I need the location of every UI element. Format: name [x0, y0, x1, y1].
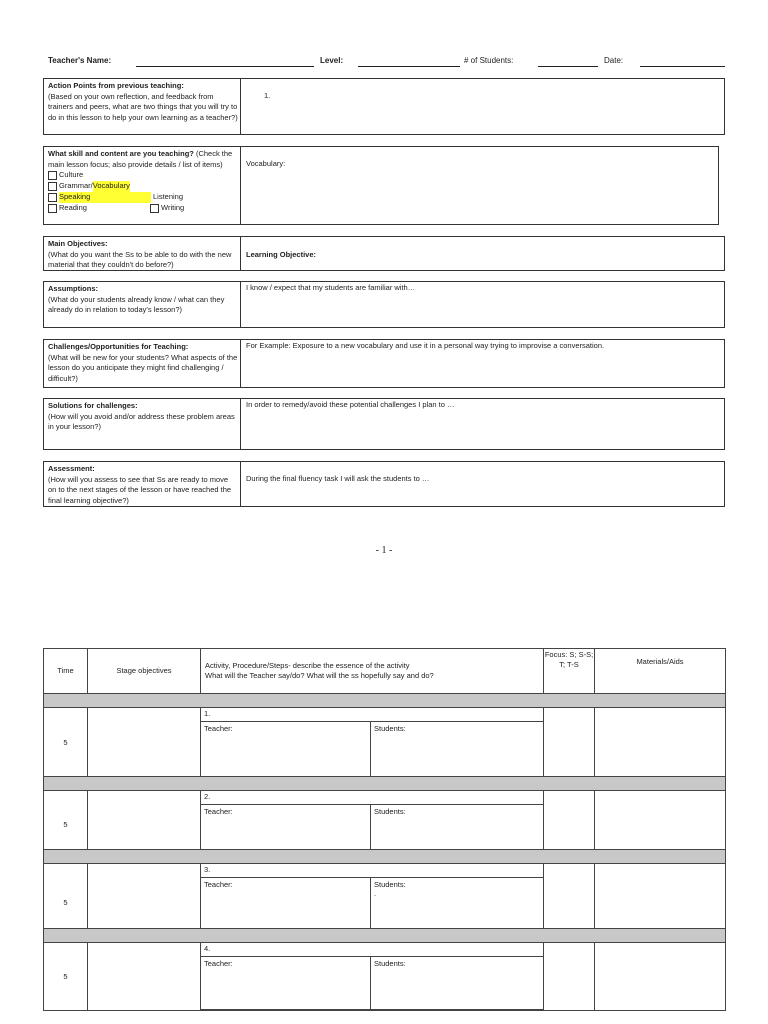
culture-checkbox[interactable] — [48, 171, 57, 180]
stage-separator — [44, 850, 726, 864]
action-points-prompt: (Based on your own reflection, and feedback from trainers and peers, what are two things that you will try to do in this lesson to help your own learning as a teacher?) — [48, 91, 238, 122]
teacher-name-label: Teacher's Name: — [48, 56, 112, 65]
assumptions-answer[interactable]: I know / expect that my students are familiar with… — [246, 283, 416, 292]
level-label: Level: — [320, 56, 344, 65]
materials-cell[interactable] — [595, 708, 726, 777]
level-field[interactable] — [358, 66, 460, 67]
skill-content-prompt: (Check the main lesson focus; also provide details / list of items) — [48, 149, 233, 169]
materials-header: Materials/Aids — [595, 649, 726, 694]
teacher-cell[interactable]: Teacher: — [201, 805, 371, 849]
students-cell[interactable]: Students: — [374, 807, 406, 816]
assumptions-section — [43, 281, 725, 328]
stage-cell[interactable] — [88, 864, 201, 929]
assumptions-prompt: (What do your students already know / what can they already do in relation to today's lesson?) — [48, 294, 225, 314]
assumptions-title: Assumptions: — [48, 284, 99, 293]
activity-cell — [201, 943, 544, 1011]
materials-cell[interactable] — [595, 864, 726, 929]
stage-separator — [44, 694, 726, 708]
teacher-name-field[interactable] — [136, 66, 314, 67]
step-number: 1. — [201, 708, 543, 722]
table-row — [44, 943, 726, 1011]
solutions-section — [43, 398, 725, 450]
stage-cell[interactable] — [88, 791, 201, 850]
vocabulary-label: Vocabulary — [92, 181, 130, 191]
grammar-label: Grammar/ — [59, 181, 93, 191]
listening-label: Listening — [153, 192, 184, 202]
challenges-section — [43, 339, 725, 388]
students-count-label: # of Students: — [464, 56, 514, 65]
stage-cell[interactable] — [88, 943, 201, 1011]
activity-cell — [201, 791, 544, 850]
challenges-answer[interactable]: For Example: Exposure to a new vocabulary and use it in a personal way trying to improvise a conversation. — [246, 341, 605, 350]
activity-cell — [201, 708, 544, 777]
activity-header — [201, 649, 544, 694]
reading-label: Reading — [59, 203, 87, 213]
teacher-cell[interactable]: Teacher: — [201, 722, 371, 776]
step-number: 4. — [201, 943, 543, 957]
reading-checkbox[interactable] — [48, 204, 57, 213]
speaking-label: Speaking — [59, 192, 151, 203]
challenges-title: Challenges/Opportunities for Teaching: — [48, 342, 189, 351]
activity-header-line1: Activity, Procedure/Steps- describe the essence of the activity — [205, 661, 410, 670]
table-row — [44, 708, 726, 777]
skill-content-section — [43, 146, 719, 225]
main-objectives-title: Main Objectives: — [48, 239, 108, 248]
stage-header: Stage objectives — [88, 649, 201, 694]
grammar-checkbox[interactable] — [48, 182, 57, 191]
main-objectives-prompt: (What do you want the Ss to be able to do with the new material that they couldn't do before?) — [48, 249, 232, 269]
writing-label: Writing — [161, 203, 185, 213]
main-objectives-section — [43, 236, 725, 271]
date-field[interactable] — [640, 66, 725, 67]
activity-cell — [201, 864, 544, 929]
focus-cell[interactable] — [544, 943, 595, 1011]
materials-cell[interactable] — [595, 943, 726, 1011]
skill-content-title: What skill and content are you teaching? — [48, 149, 194, 158]
assessment-prompt: (How will you assess to see that Ss are ready to move on to the next stages of the lesson or have reached the final learning objective?) — [48, 474, 232, 505]
solutions-answer[interactable]: In order to remedy/avoid these potential challenges I plan to … — [246, 400, 455, 409]
time-header: Time — [44, 649, 88, 694]
activity-header-line2: What will the Teacher say/do? What will the ss hopefully say and do? — [205, 671, 434, 680]
step-number: 2. — [201, 791, 543, 805]
page-number: - 1 - — [375, 545, 393, 556]
students-cell[interactable]: Students: — [374, 959, 406, 968]
time-cell[interactable]: 5 — [44, 791, 88, 850]
time-cell[interactable]: 5 — [44, 708, 88, 777]
students-cell[interactable] — [371, 878, 543, 928]
time-cell[interactable]: 5 — [44, 943, 88, 1011]
assessment-answer[interactable]: During the final fluency task I will ask the students to … — [246, 474, 430, 483]
teacher-cell[interactable]: Teacher: — [201, 878, 371, 928]
solutions-prompt: (How will you avoid and/or address these problem areas in your lesson?) — [48, 411, 235, 431]
students-count-field[interactable] — [538, 66, 598, 67]
stage-separator — [44, 929, 726, 943]
action-points-title: Action Points from previous teaching: — [48, 81, 184, 90]
students-label: Students: — [374, 880, 406, 889]
table-row — [44, 791, 726, 850]
time-cell[interactable]: 5 — [44, 864, 88, 929]
students-note: . — [374, 889, 377, 898]
focus-cell[interactable] — [544, 791, 595, 850]
speaking-checkbox[interactable] — [48, 193, 57, 202]
stage-separator — [44, 777, 726, 791]
culture-label: Culture — [59, 170, 84, 180]
solutions-title: Solutions for challenges: — [48, 401, 138, 410]
students-cell[interactable]: Students: — [374, 724, 406, 733]
focus-header: Focus: S; S-S; T; T-S — [544, 649, 595, 694]
vocabulary-answer[interactable]: Vocabulary: — [246, 159, 286, 168]
assessment-title: Assessment: — [48, 464, 95, 473]
focus-cell[interactable] — [544, 864, 595, 929]
materials-cell[interactable] — [595, 791, 726, 850]
writing-checkbox[interactable] — [150, 204, 159, 213]
stage-cell[interactable] — [88, 708, 201, 777]
action-points-answer[interactable]: 1. — [264, 91, 271, 100]
assessment-section — [43, 461, 725, 507]
action-points-section — [43, 78, 725, 135]
teacher-cell[interactable]: Teacher: — [201, 957, 371, 1009]
lesson-plan-table — [43, 648, 726, 1011]
step-number: 3. — [201, 864, 543, 878]
learning-objective-answer[interactable]: Learning Objective: — [246, 250, 317, 259]
table-header-row — [44, 649, 726, 694]
date-label: Date: — [604, 56, 624, 65]
focus-cell[interactable] — [544, 708, 595, 777]
table-row — [44, 864, 726, 929]
challenges-prompt: (What will be new for your students? What aspects of the lesson do you anticipate they might find challenging / difficult?) — [48, 352, 238, 383]
